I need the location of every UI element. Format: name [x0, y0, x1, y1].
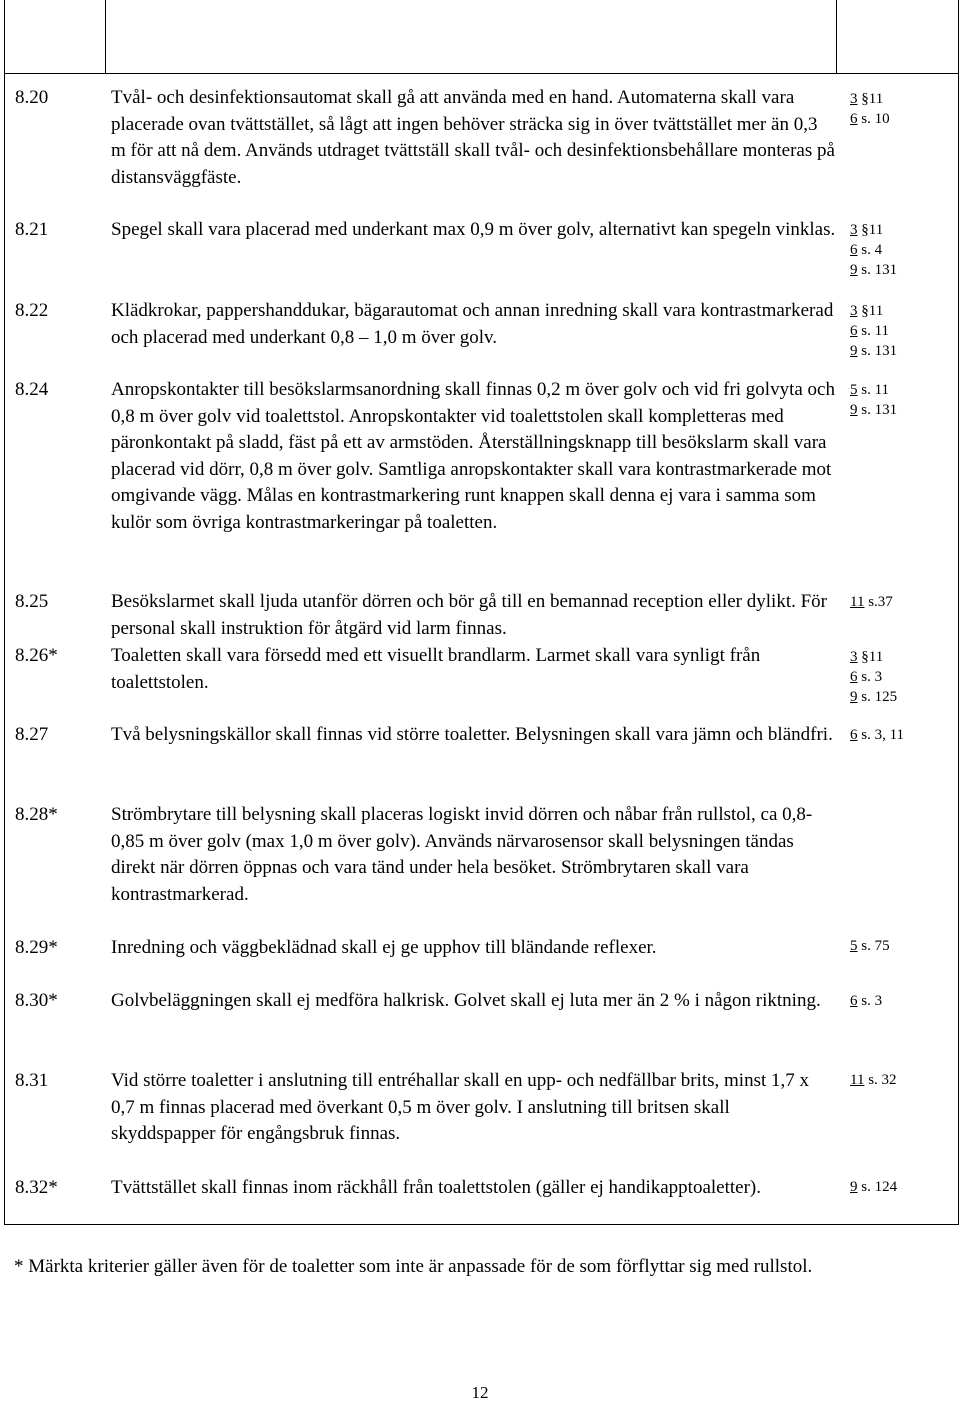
reference-item: 11 s. 32	[850, 1072, 897, 1088]
reference-list	[850, 301, 897, 361]
reference-item: 9 s. 131	[850, 402, 898, 418]
criteria-text: Spegel skall vara placerad med underkant max 0,9 m över golv, alternativt kan spegeln vinklas.	[111, 219, 836, 240]
criteria-text: Strömbrytare till belysning skall placeras logiskt invid dörren och nåbar från rullstol, ca 0,8-0,85 m över golv (max 1,0 m över golv). Används närvarosensor skall belysningen tändas direkt när dörren öppnas och vara tänd under hela besöket. Strömbrytaren skall vara kontrastmarkerad.	[111, 804, 813, 905]
criteria-number: 8.32*	[15, 1177, 58, 1198]
criteria-text: Toaletten skall vara försedd med ett visuellt brandlarm. Larmet skall vara synligt från toalettstolen.	[111, 645, 761, 693]
criteria-table	[4, 73, 959, 1225]
criteria-text: Golvbeläggningen skall ej medföra halkrisk. Golvet skall ej luta mer än 2 % i någon riktning.	[111, 990, 821, 1011]
criteria-number: 8.20	[15, 87, 49, 108]
criteria-text: Tvättstället skall finnas inom räckhåll från toalettstolen (gäller ej handikapptoaletter).	[111, 1177, 761, 1198]
footnote: * Märkta kriterier gäller även för de toaletter som inte är anpassade för de som förflyttar sig med rullstol.	[14, 1256, 813, 1277]
reference-list	[850, 725, 904, 745]
reference-item: 5 s. 11	[850, 382, 890, 398]
reference-item: 6 s. 3	[850, 993, 883, 1009]
criteria-number: 8.22	[15, 300, 49, 321]
reference-list	[850, 1177, 897, 1197]
reference-list	[850, 220, 897, 280]
reference-item: 5 s. 75	[850, 938, 890, 954]
reference-item: 3 §11	[850, 649, 884, 665]
header-cell-right	[836, 0, 959, 74]
criteria-text: Inredning och väggbeklädnad skall ej ge upphov till bländande reflexer.	[111, 937, 657, 958]
reference-item: 3 §11	[850, 91, 884, 107]
reference-item: 9 s. 124	[850, 1179, 898, 1195]
criteria-number: 8.27	[15, 724, 49, 745]
reference-list	[850, 89, 890, 129]
reference-item: 9 s. 131	[850, 262, 898, 278]
reference-list	[850, 936, 890, 956]
reference-list	[850, 380, 897, 420]
criteria-text: Två belysningskällor skall finnas vid större toaletter. Belysningen skall vara jämn och bländfri.	[111, 724, 833, 745]
reference-item: 9 s. 125	[850, 689, 898, 705]
criteria-text: Anropskontakter till besökslarmsanordning skall finnas 0,2 m över golv och vid fri golvyta och 0,8 m över golv vid toalettstol. Anropskontakter vid toalettstolen skall kompletteras med päronkontakt på sladd, fäst på ett av armstöden. Återställningsknapp till besökslarm skall vara placerad vid dörr, 0,8 m över golv. Samtliga anropskontakter skall vara kontrastmarkerade mot omgivande vägg. Målas en kontrastmarkering runt knappen skall denna ej vara i samma som kulör som övriga kontrastmarkeringar på toaletten.	[111, 379, 835, 533]
reference-item: 9 s. 131	[850, 343, 898, 359]
reference-item: 6 s. 11	[850, 323, 890, 339]
reference-list	[850, 647, 897, 707]
reference-list	[850, 1070, 897, 1090]
page-number: 12	[471, 1383, 489, 1402]
criteria-text: Vid större toaletter i anslutning till entréhallar skall en upp- och nedfällbar brits, minst 1,7 x 0,7 m finnas placerad med överkant 0,5 m över golv. I anslutning till britsen skall skyddspapper för engångsbruk finnas.	[111, 1070, 809, 1144]
header-cell-left	[4, 0, 106, 74]
reference-item: 3 §11	[850, 303, 884, 319]
reference-item: 6 s. 3	[850, 669, 883, 685]
criteria-number: 8.28*	[15, 804, 58, 825]
reference-item: 6 s. 4	[850, 242, 883, 258]
criteria-number: 8.25	[15, 591, 49, 612]
reference-item: 6 s. 3, 11	[850, 727, 905, 743]
reference-item: 6 s. 10	[850, 111, 890, 127]
criteria-number: 8.24	[15, 379, 49, 400]
reference-item: 11 s.37	[850, 594, 893, 610]
header-cell-middle	[105, 0, 837, 74]
header-table-cells	[4, 0, 959, 73]
reference-list	[850, 592, 893, 612]
reference-item: 3 §11	[850, 222, 884, 238]
criteria-text: Besökslarmet skall ljuda utanför dörren och bör gå till en bemannad reception eller dylikt. För personal skall instruktion för åtgärd vid larm finnas.	[111, 591, 827, 639]
criteria-text: Klädkrokar, pappershanddukar, bägarautomat och annan inredning skall vara kontrastmarkerad och placerad med underkant 0,8 – 1,0 m över golv.	[111, 300, 834, 348]
criteria-number: 8.21	[15, 219, 49, 240]
reference-list	[850, 991, 882, 1011]
criteria-text: Tvål- och desinfektionsautomat skall gå att använda med en hand. Automaterna skall vara placerade ovan tvättstället, så lågt att ingen behöver sträcka sig in över tvättstället mer än 0,3 m för att nå dem. Används utdraget tvättställ skall tvål- och desinfektionsbehållare monteras på distansväggfäste.	[111, 87, 835, 188]
criteria-number: 8.30*	[15, 990, 58, 1011]
criteria-number: 8.26*	[15, 645, 58, 666]
criteria-number: 8.31	[15, 1070, 49, 1091]
criteria-number: 8.29*	[15, 937, 58, 958]
